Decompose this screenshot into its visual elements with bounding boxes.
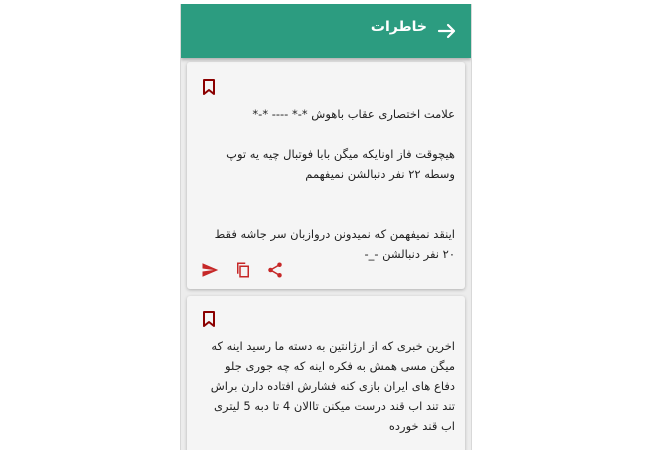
bookmark-icon[interactable]	[201, 310, 217, 328]
app-bar	[181, 4, 471, 58]
memory-card	[187, 62, 465, 289]
share-icon[interactable]	[266, 261, 284, 279]
arrow-forward-icon[interactable]	[435, 19, 459, 43]
phone-screen	[180, 4, 472, 450]
memory-text: اخرین خبری که از ارژانتین به دسته ما رسید اینه که میگن مسی همش به فکره اینه که چه جوری جلو دفاع های ایران بازی کنه فشارش افتاده دارن براش تند تند اب قند درست میکنن تاالان 4 تا دبه 5 لیتری اب قند خورده	[210, 339, 455, 433]
memory-card	[187, 296, 465, 450]
send-icon[interactable]	[201, 261, 219, 279]
copy-icon[interactable]	[234, 261, 252, 279]
bookmark-icon[interactable]	[201, 78, 217, 96]
memory-text: علامت اختصاری عقاب باهوش *-* ---- *-* هیچوقت فاز اونایکه میگن بابا فوتبال چیه یه توپ وسطه ۲۲ نفر دنبالشن نمیفهمم اینقد نمیفهمن که نمیدونن دروازبان سر جاشه فقط ۲۰ نفر دنبالشن -_-	[214, 107, 455, 261]
page-title: خاطرات	[370, 19, 427, 35]
